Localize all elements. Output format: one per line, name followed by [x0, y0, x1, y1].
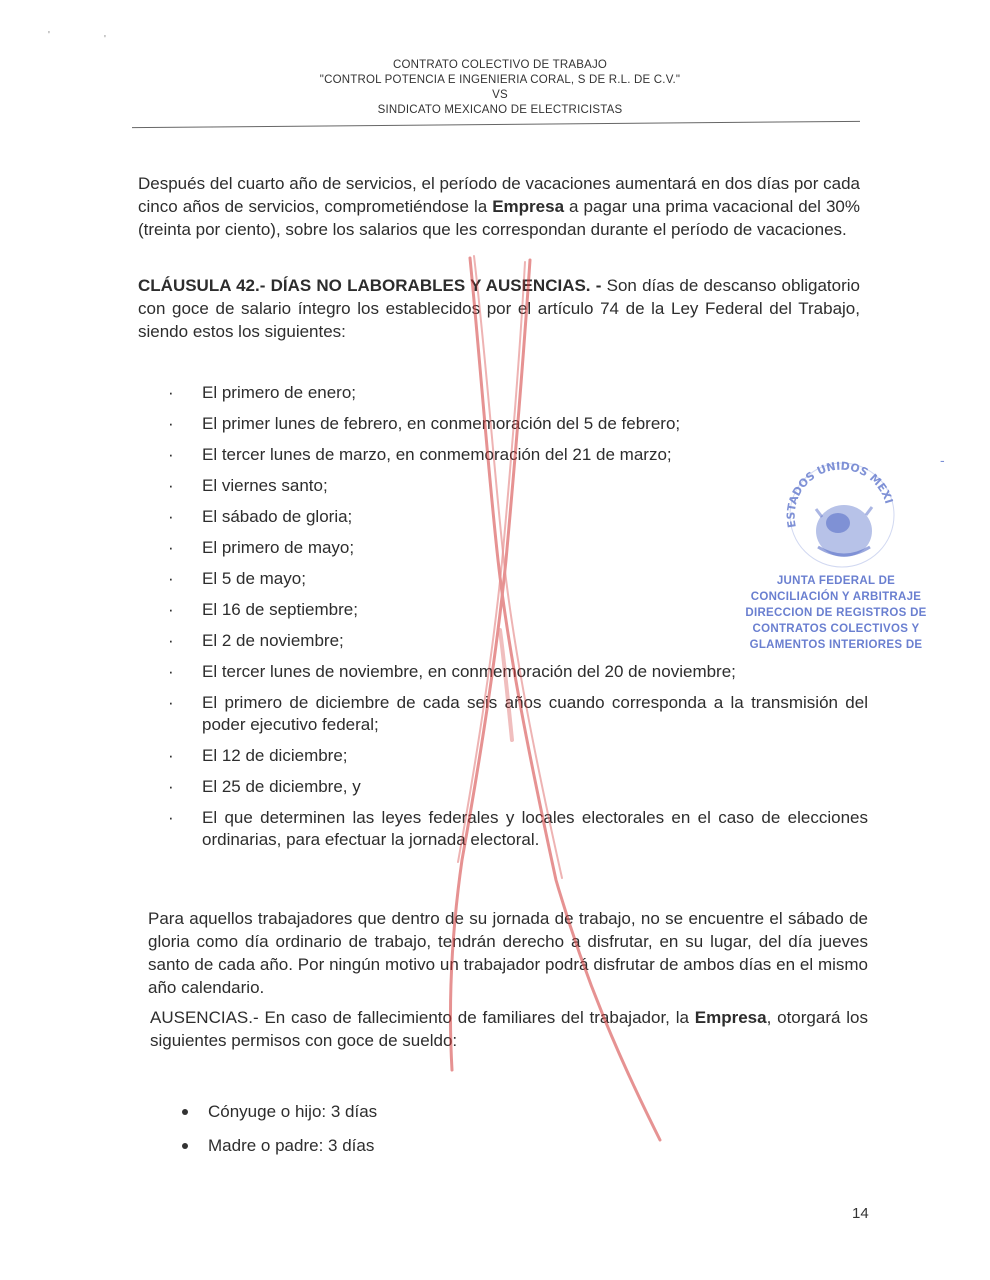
absences-paragraph [150, 1006, 868, 1052]
absences-text-before: AUSENCIAS.- En caso de fallecimiento de familiares del trabajador, la [150, 1008, 689, 1027]
holiday-item: · El viernes santo; [168, 475, 868, 497]
seal-emblem-icon [736, 455, 936, 575]
holiday-item: · El 2 de noviembre; [168, 630, 868, 652]
holiday-item: · El 25 de diciembre, y [168, 776, 868, 798]
page-number: 14 [852, 1205, 869, 1222]
clause-text: Son días de descanso obligatorio con goce de salario íntegro los establecidos por el artículo 74 de la Ley Federal del Trabajo, siendo estos los siguientes: [138, 276, 860, 341]
header-divider [132, 121, 860, 128]
intro-company: Empresa [492, 197, 565, 216]
holiday-item: · El sábado de gloria; [168, 506, 868, 528]
permit-item: Madre o padre: 3 días [178, 1134, 377, 1168]
stamp-line: CONCILIACIÓN Y ARBITRAJE [750, 591, 922, 603]
holiday-item: · El tercer lunes de marzo, en conmemoración del 21 de marzo; [168, 444, 868, 466]
intro-paragraph [138, 172, 860, 241]
header-line-4: SINDICATO MEXICANO DE ELECTRICISTAS [377, 104, 623, 116]
gloria-paragraph: Para aquellos trabajadores que dentro de su jornada de trabajo, no se encuentre el sábado de gloria como día ordinario de trabajo, tendrán derecho a disfrutar, en su lugar, del día jueves santo de cada año. Por ningún motivo un trabajador podrá disfrutar de ambos días en el mismo año calendario. [148, 909, 868, 997]
holiday-item: · El que determinen las leyes federales y locales electorales en el caso de elecciones ordinarias, para efectuar la jornada electoral. [168, 807, 868, 851]
intro-text-after: a pagar una prima vacacional del 30% (treinta por ciento), sobre los salarios que les correspondan durante el período de vacaciones. [138, 197, 860, 239]
svg-text:ESTADOS UNIDOS MEXICANOS [736, 455, 895, 529]
permit-list [178, 1100, 377, 1168]
official-stamp [736, 455, 936, 665]
holiday-item: · El primero de diciembre de cada seis años cuando corresponda a la transmisión del poder ejecutivo federal; [168, 692, 868, 736]
scan-mark: ' [48, 30, 50, 41]
permit-item: Cónyuge o hijo: 3 días [178, 1100, 377, 1134]
stamp-line: GLAMENTOS INTERIORES DE [749, 639, 923, 651]
stamp-line: JUNTA FEDERAL DE [776, 575, 896, 587]
holiday-item: · El primer lunes de febrero, en conmemoración del 5 de febrero; [168, 413, 868, 435]
holiday-item: · El primero de mayo; [168, 537, 868, 559]
header-line-3: VS [492, 89, 508, 101]
intro-text-before: Después del cuarto año de servicios, el período de vacaciones aumentará en dos días por cada cinco años de servicios, comprometiéndose la [138, 174, 861, 216]
clause-title: CLÁUSULA 42.- DÍAS NO LABORABLES Y AUSENCIAS. - [138, 276, 602, 295]
seal-arc-text: ESTADOS UNIDOS MEXI [784, 459, 896, 529]
header-line-1: CONTRATO COLECTIVO DE TRABAJO [392, 59, 608, 71]
absences-company: Empresa [694, 1008, 767, 1027]
holiday-item: · El 12 de diciembre; [168, 745, 868, 767]
holiday-item: · El 5 de mayo; [168, 568, 868, 590]
stamp-edge-mark: - [940, 452, 945, 468]
stamp-text [736, 573, 936, 653]
absences-text-after: , otorgará los siguientes permisos con goce de sueldo: [150, 1008, 868, 1050]
scan-mark: ' [104, 34, 106, 45]
holiday-item: · El primero de enero; [168, 382, 868, 404]
header-line-2: "CONTROL POTENCIA E INGENIERIA CORAL, S DE R.L. DE C.V." [319, 74, 681, 86]
document-header [260, 58, 740, 118]
stamp-line: CONTRATOS COLECTIVOS Y [752, 623, 920, 635]
holiday-item: · El 16 de septiembre; [168, 599, 868, 621]
holiday-item: · El tercer lunes de noviembre, en conmemoración del 20 de noviembre; [168, 661, 868, 683]
clause-42-paragraph [138, 274, 860, 343]
stamp-line: DIRECCION DE REGISTROS DE [745, 607, 927, 619]
